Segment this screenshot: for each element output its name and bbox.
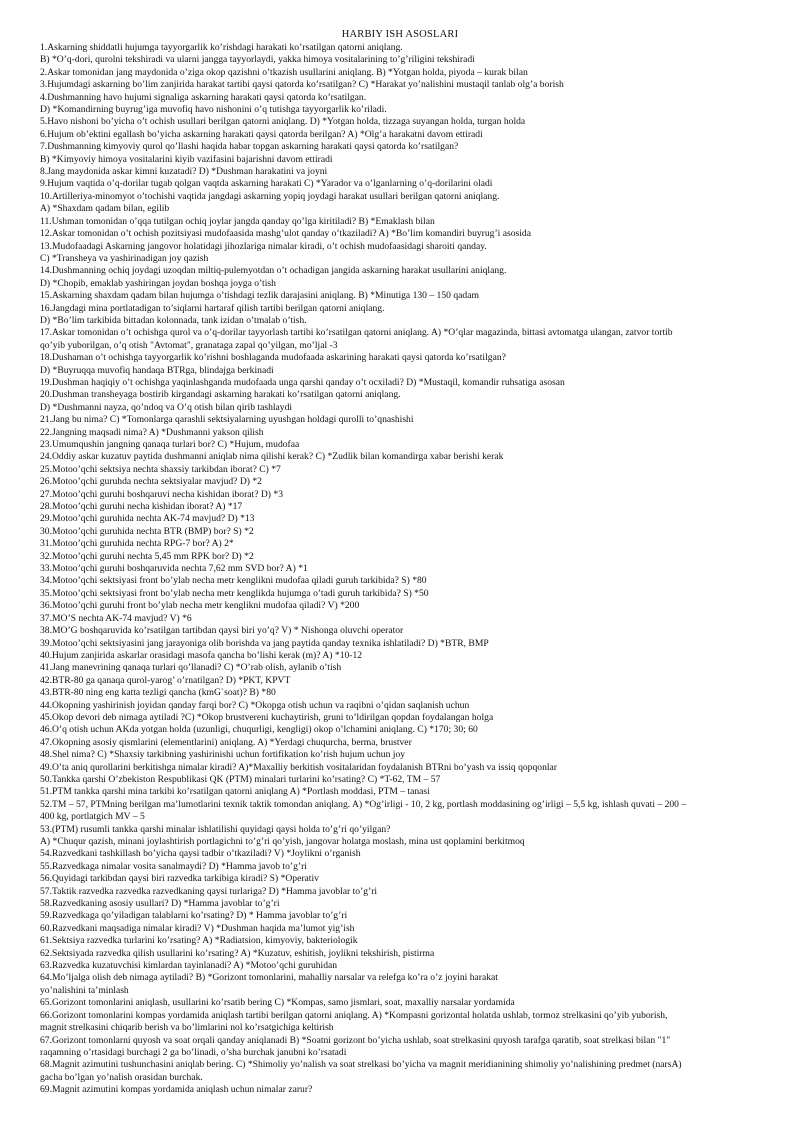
- text-line: 69.Magnit azimutini kompas yordamida aniqlash uchun nimalar zarur?: [40, 1084, 313, 1096]
- text-line: 19.Dushman haqiqiy o’t ochishga yaqinlashganda mudofaada unga qarshi qanday o’t ocxiladi? D) *Mustaqil, komandir ruhsatiga asosan: [40, 376, 565, 388]
- text-line: D) *Buyruqqa muvofiq handaqa BTRga, blindajga berkinadi: [40, 364, 274, 376]
- text-line: 38.MO’G boshqaruvida ko’rsatilgan tartibdan qaysi biri yo’q? V) * Nishonga oluvchi operator: [40, 625, 404, 637]
- text-line: 37.MO’S nechta AK-74 mavjud? V) *6: [40, 612, 192, 624]
- text-line: raqamning o’rtasidagi burchagi 2 ga bo’linadi, o’sha burchak janubni ko’rsatadi: [40, 1046, 347, 1058]
- text-line: 61.Sektsiya razvedka turlarini ko’rsating? A) *Radiatsion, kimyoviy, bakteriologik: [40, 935, 358, 947]
- text-line: C) *Transheya va yashirinadigan joy qazish: [40, 252, 209, 264]
- text-line: 20.Dushman transheyaga bostirib kirgandagi askarning harakati ko’rsatilgan qatorni aniqlang.: [40, 389, 401, 401]
- text-line: magnit strelkasini chiqarib berish va bo’limlarini nol ko’rsatgichiga keltirish: [40, 1022, 334, 1034]
- text-line: 24.Oddiy askar kuzatuv paytida dushmanni aniqlab nima qilishi kerak? C) *Zudlik bilan komandirga xabar berishi kerak: [40, 451, 504, 463]
- text-line: 11.Ushman tomonidan o’qqa tutilgan ochiq joylar jangda qanday qo’lga kiritiladi? B) *Emaklash bilan: [40, 215, 435, 227]
- text-line: yo’nalishini ta’minlash: [40, 984, 129, 996]
- text-line: 42.BTR-80 ga qanaqa qurol-yarog’ o’rnatilgan? D) *PKT, KPVT: [40, 674, 291, 686]
- document-title: HARBIY ISH ASOSLARI: [341, 29, 459, 40]
- text-line: 8.Jang maydonida askar kimni kuzatadi? D) *Dushman harakatini va joyni: [40, 166, 328, 178]
- text-line: qo’yib yuborilgan, o’q otish "Avtomat", granataga zapal qo’yilgan, mo’ljal -3: [40, 339, 338, 351]
- text-line: 45.Okop devori deb nimaga aytiladi ?C) *Okop brustvereni kuchaytirish, gruni to’ldirilgan qopdan foydalangan holga: [40, 711, 494, 723]
- text-line: 43.BTR-80 ning eng katta tezligi qancha (kmG`soat)? B) *80: [40, 687, 276, 699]
- text-line: 5.Havo nishoni bo’yicha o’t ochish usullari berilgan qatorni aniqlang. D) *Yotgan holda, tizzaga suyangan holda, turgan holda: [40, 116, 526, 128]
- text-line: 44.Okopning yashirinish joyidan qanday farqi bor? C) *Okopga otish uchun va raqibni o’qidan saqlanish uchun: [40, 699, 470, 711]
- text-line: 29.Motoo’qchi guruhida nechta AK-74 mavjud? D) *13: [40, 513, 255, 525]
- text-line: A) *Chuqur qazish, minani joylashtirish portlagichni to’g’ri qo’yish, jangovar holatga moslash, mina ust qoplamini berkitmoq: [40, 836, 525, 847]
- text-line: 40.Hujum zanjirida askarlar orasidagi masofa qancha bo’lishi kerak (m)? A) *10-12: [40, 649, 363, 661]
- text-line: 13.Mudofaadagi Askarning jangovor holatidagi jihozlariga nimalar kiradi, o’t ochish mudofaasidagi sharoiti qanday.: [40, 240, 487, 252]
- text-line: 59.Razvedkaga qo’yiladigan talablarni ko’rsating? D) * Hamma javoblar to’g’ri: [40, 910, 348, 922]
- text-line: 17.Askar tomonidan o’t ochishga qurol va o’q-dorilar tayyorlash tartibi ko’rsatilgan qatorni aniqlang. A) *O’qlar magazinda, bittasi avtomatga ulangan, zatvor tortib: [40, 327, 673, 339]
- text-line: 2.Askar tomonidan jang maydonida o’ziga okop qazishni o’tkazish usullarini aniqlang. B) *Yotgan holda, piyoda – kurak bilan: [40, 66, 528, 78]
- text-line: 18.Dushaman o’t ochishga tayyorgarlik ko’rishni boshlaganda mudofaada askarining harakati qaysi qatorda ko’rsatilgan?: [40, 352, 506, 364]
- text-line: 51.PTM tankka qarshi mina tarkibi ko’rsatilgan qatorni aniqlang A) *Portlash moddasi, PTM – tanasi: [40, 786, 430, 798]
- question-list: [40, 42, 760, 1097]
- text-line: A) *Shaxdam qadam bilan, egilib: [40, 203, 170, 215]
- text-line: 26.Motoo’qchi guruhda nechta sektsiyalar mavjud? D) *2: [40, 476, 262, 488]
- text-line: 7.Dushmanning kimyoviy qurol qo’llashi haqida habar topgan askarning harakati qaysi qatorda ko’rsatilgan?: [40, 141, 459, 153]
- text-line: 400 kg, portlatgich MV – 5: [40, 811, 145, 823]
- text-line: 36.Motoo’qchi guruhi front bo’ylab necha metr kenglikni mudofaa qiladi? V) *200: [40, 600, 360, 612]
- text-line: 63.Razvedka kuzatuvchisi kimlardan tayinlanadi? A) *Motoo’qchi guruhidan: [40, 960, 338, 972]
- text-line: 1.Askarning shiddatli hujumga tayyorgarlik ko’rishdagi harakati ko’rsatilgan qatorni aniqlang.: [40, 42, 403, 53]
- text-line: 33.Motoo’qchi guruhi boshqaruvida nechta 7,62 mm SVD bor? A) *1: [40, 563, 308, 575]
- text-line: 65.Gorizont tomonlarini aniqlash, usullarini ko’rsatib bering C) *Kompas, samo jismlari, soat, maxalliy narsalar yordamida: [40, 997, 515, 1009]
- text-line: 34.Motoo’qchi sektsiyasi front bo’ylab necha metr kenglikni mudofaa qiladi guruh tarkibida? S) *80: [40, 575, 427, 587]
- text-line: 35.Motoo’qchi sektsiyasi front bo’ylab necha metr kenglikda hujumga o’tadi guruh tarkibida? S) *50: [40, 587, 429, 599]
- text-line: 15.Askarning shaxdam qadam bilan hujumga o’tishdagi tezlik darajasini aniqlang. B) *Minutiga 130 – 150 qadam: [40, 290, 479, 302]
- text-line: D) *Dushmanni nayza, qo’ndoq va O’q otish bilan qirib tashlaydi: [40, 401, 293, 413]
- text-line: 10.Artilleriya-minomyot o’tochishi vaqtida jangdagi askarning yopiq joydagi harakat usullari berilgan qatorni aniqlang.: [40, 190, 500, 202]
- text-line: 56.Quyidagi tarkibdan qaysi biri razvedka tarkibiga kiradi? S) *Operativ: [40, 873, 319, 885]
- text-line: D) *Chopib, emaklab yashiringan joydan boshqa joyga o’tish: [40, 277, 276, 289]
- text-line: 46.O’q otish uchun AKda yotgan holda (uzunligi, chuqurligi, kengligi) okop o’lchamini aniqlang. C) *170; 30; 60: [40, 724, 478, 736]
- text-line: 52.TM – 57, PTMning berilgan ma’lumotlarini texnik taktik tomondan aniqlang. A) *Og’irligi - 10, 2 kg, portlash moddasining og’irligi – 5,5 kg, ishlash quvati – 200 –: [40, 798, 687, 810]
- text-line: 57.Taktik razvedka razvedka razvedkaning qaysi turlariga? D) *Hamma javoblar to’g’ri: [40, 885, 378, 897]
- text-line: 58.Razvedkaning asosiy usullari? D) *Hamma javoblar to’g’ri: [40, 898, 280, 910]
- text-line: 54.Razvedkani tashkillash bo’yicha qaysi tadbir o’tkaziladi? V) *Joylikni o’rganish: [40, 848, 361, 860]
- text-line: 30.Motoo’qchi guruhida nechta BTR (BMP) bor? S) *2: [40, 525, 254, 537]
- text-line: 21.Jang bu nima? C) *Tomonlarga qarashli sektsiyalarning uyushgan holdagi qurolli to’qnashishi: [40, 414, 414, 426]
- text-line: 6.Hujum ob’ektini egallash bo’yicha askarning harakati qaysi qatorda berilgan? A) *Olg’a harakatni davom ettiradi: [40, 128, 483, 140]
- text-line: 53.(PTM) rusumli tankka qarshi minalar ishlatilishi quyidagi qaysi holda to’g’ri qo’yilgan?: [40, 823, 391, 835]
- text-line: 3.Hujumdagi askarning bo’lim zanjirida harakat tartibi qaysi qatorda ko’rsatilgan? C) *Harakat yo’nalishini mustaqil tanlab olg’a borish: [40, 79, 564, 91]
- text-line: D) *Komandirning buyrug’iga muvofiq havo nishonini o’q tutishga tayyorgarlik ko’riladi.: [40, 104, 387, 116]
- text-line: 31.Motoo’qchi guruhida nechta RPG-7 bor? A) 2*: [40, 538, 234, 550]
- text-line: 66.Gorizont tomonlarini kompas yordamida aniqlash tartibi berilgan qatorni aniqlang. A) *Kompasni gorizontal holatda ushlab, tormoz strelkasini qo’yib yuborish,: [40, 1009, 668, 1021]
- text-line: 12.Askar tomonidan o’t ochish pozitsiyasi mudofaasida mashg’ulot qanday o’tkaziladi? A) *Bo’lim komandiri buyrug’i asosida: [40, 228, 531, 240]
- text-line: 48.Shel nima? C) *Shaxsiy tarkibning yashirinishi uchun fortifikation ko’rish hujum uchun joy: [40, 749, 406, 761]
- text-line: B) *O’q-dori, qurolni tekshiradi va ularni jangga tayyorlaydi, yakka himoya vositalarining to’g’riligini tekshiradi: [40, 54, 475, 66]
- text-line: 16.Jangdagi mina portlatadigan to’siqlarni hartaraf qilish tartibi berilgan qatorni aniqlang.: [40, 302, 385, 314]
- text-line: 22.Jangning maqsadi nima? A) *Dushmanni yakson qilish: [40, 426, 264, 438]
- text-line: 28.Motoo’qchi guruhi necha kishidan iborat? A) *17: [40, 501, 243, 513]
- text-line: 25.Motoo’qchi sektsiya nechta shaxsiy tarkibdan iborat? C) *7: [40, 463, 281, 475]
- text-line: 9.Hujum vaqtida o’q-dorilar tugab qolgan vaqtda askarning harakati C) *Yarador va o’lganlarning o’q-dorilarini oladi: [40, 178, 493, 190]
- text-line: 64.Mo’ljalga olish deb nimaga aytiladi? B) *Gorizont tomonlarini, mahalliy narsalar va relefga ko’ra o’z joyini harakat: [40, 972, 498, 984]
- text-line: 39.Motoo’qchi sektsiyasini jang jarayoniga olib borishda va jang paytida qanday texnika ishlatiladi? D) *BTR, BMP: [40, 637, 489, 649]
- text-line: 23.Umumqushin jangning qanaqa turlari bor? C) *Hujum, mudofaa: [40, 439, 300, 450]
- text-line: 60.Razvedkani maqsadiga nimalar kiradi? V) *Dushman haqida ma’lumot yig’ish: [40, 922, 355, 934]
- text-line: 47.Okopning asosiy qismlarini (elementlarini) aniqlang. A) *Yerdagi chuqurcha, berma, brustver: [40, 736, 412, 748]
- text-line: 4.Dushmanning havo hujumi signaliga askarning harakati qaysi qatorda ko’rsatilgan.: [40, 91, 367, 103]
- text-line: 49.O’ta aniq qurollarini berkitishga nimalar kiradi? A)*Maxalliy berkitish vositalaridan foydalanish BTRni bo’yash va issiq qopqonlar: [40, 761, 557, 773]
- text-line: 41.Jang manevrining qanaqa turlari qo’llanadi? C) *O’rab olish, aylanib o’tish: [40, 662, 342, 674]
- text-line: 32.Motoo’qchi guruhi nechta 5,45 mm RPK bor? D) *2: [40, 550, 254, 562]
- text-line: 67.Gorizont tomonlarni quyosh va soat orqali qanday aniqlanadi B) *Soatni gorizont bo’yicha ushlab, soat strelkasini quyosh tarafga qaratib, soat strelkasi bilan "1": [40, 1034, 671, 1046]
- text-line: D) *Bo’lim tarkibida bittadan kolonnada, tank izidan o’tmalab o’tish.: [40, 314, 307, 326]
- text-line: 27.Motoo’qchi guruhi boshqaruvi necha kishidan iborat? D) *3: [40, 488, 283, 500]
- text-line: 50.Tankka qarshi O’zbekiston Respublikasi QK (PTM) minalari turlarini ko’rsating? C) *T-62, TM – 57: [40, 773, 441, 785]
- text-line: 14.Dushmanning ochiq joydagi uzoqdan miltiq-pulemyotdan o’t ochadigan jangida askarning harakat usullarini aniqlang.: [40, 265, 507, 277]
- text-line: gacha bo’lgan yo’nalish orasidan burchak.: [40, 1071, 203, 1083]
- text-line: B) *Kimyoviy himoya vositalarini kiyib vazifasini bajarishni davom ettiradi: [40, 153, 333, 165]
- text-line: 62.Sektsiyada razvedka qilish usullarini ko’rsating? A) *Kuzatuv, eshitish, joylikni tekshirish, pistirma: [40, 947, 435, 959]
- text-line: 55.Razvedkaga nimalar vosita sanalmaydi? D) *Hamma javob to’g’ri: [40, 860, 307, 872]
- text-line: 68.Magnit azimutini tushunchasini aniqlab bering. C) *Shimoliy yo’nalish va soat strelkasi bo’yicha va magnit meridianining shimoliy yo’nalishining predmet (narsA): [40, 1059, 682, 1071]
